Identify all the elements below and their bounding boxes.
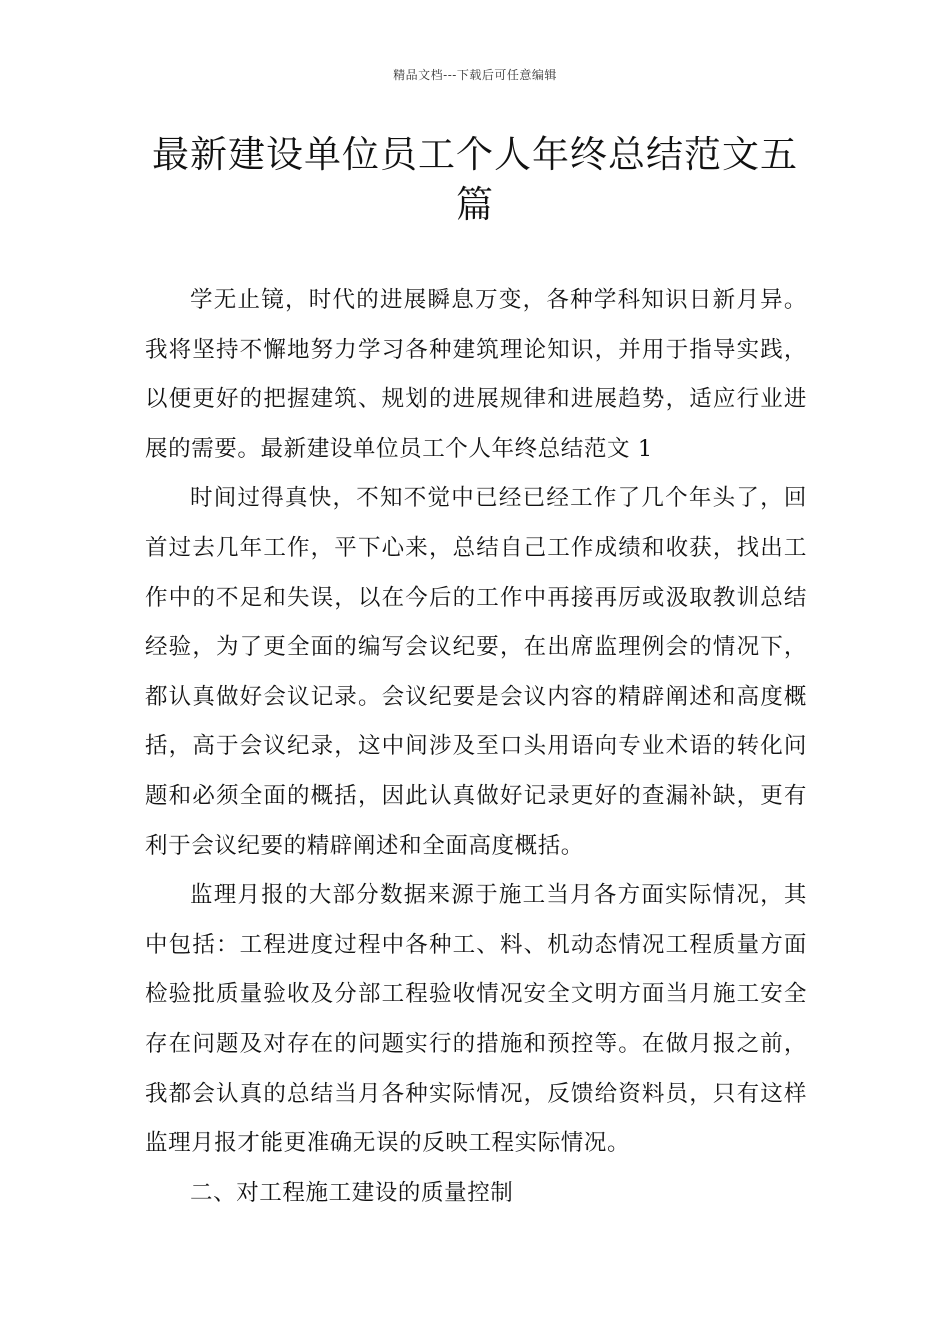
paragraph-1: 学无止镜，时代的进展瞬息万变，各种学科知识日新月异。我将坚持不懈地努力学习各种建筑理论知识，并用于指导实践，以便更好的把握建筑、规划的进展规律和进展趋势，适应行业进展的需要。最新建设单位员工个人年终总结范文 1: [145, 287, 807, 462]
document-body: [145, 276, 807, 1218]
paragraph-2: 时间过得真快，不知不觉中已经已经工作了几个年头了，回首过去几年工作，平下心来，总结自己工作成绩和收获，找出工作中的不足和失误，以在今后的工作中再接再厉或汲取教训总结经验，为了更全面的编写会议纪要，在出席监理例会的情况下，都认真做好会议记录。会议纪要是会议内容的精辟阐述和高度概括，高于会议纪录，这中间涉及至口头用语向专业术语的转化问题和必须全面的概括，因此认真做好记录更好的查漏补缺，更有利于会议纪要的精辟阐述和全面高度概括。: [145, 485, 807, 859]
paragraph-3: 监理月报的大部分数据来源于施工当月各方面实际情况，其中包括：工程进度过程中各种工、料、机动态情况工程质量方面检验批质量验收及分部工程验收情况安全文明方面当月施工安全存在问题及对存在的问题实行的措施和预控等。在做月报之前，我都会认真的总结当月各种实际情况，反馈给资料员，只有这样监理月报才能更准确无误的反映工程实际情况。: [145, 882, 807, 1157]
section-heading: 二、对工程施工建设的质量控制: [190, 1179, 514, 1206]
document-title: 最新建设单位员工个人年终总结范文五篇: [152, 133, 798, 226]
header-note: 精品文档---下载后可任意编辑: [393, 68, 557, 82]
